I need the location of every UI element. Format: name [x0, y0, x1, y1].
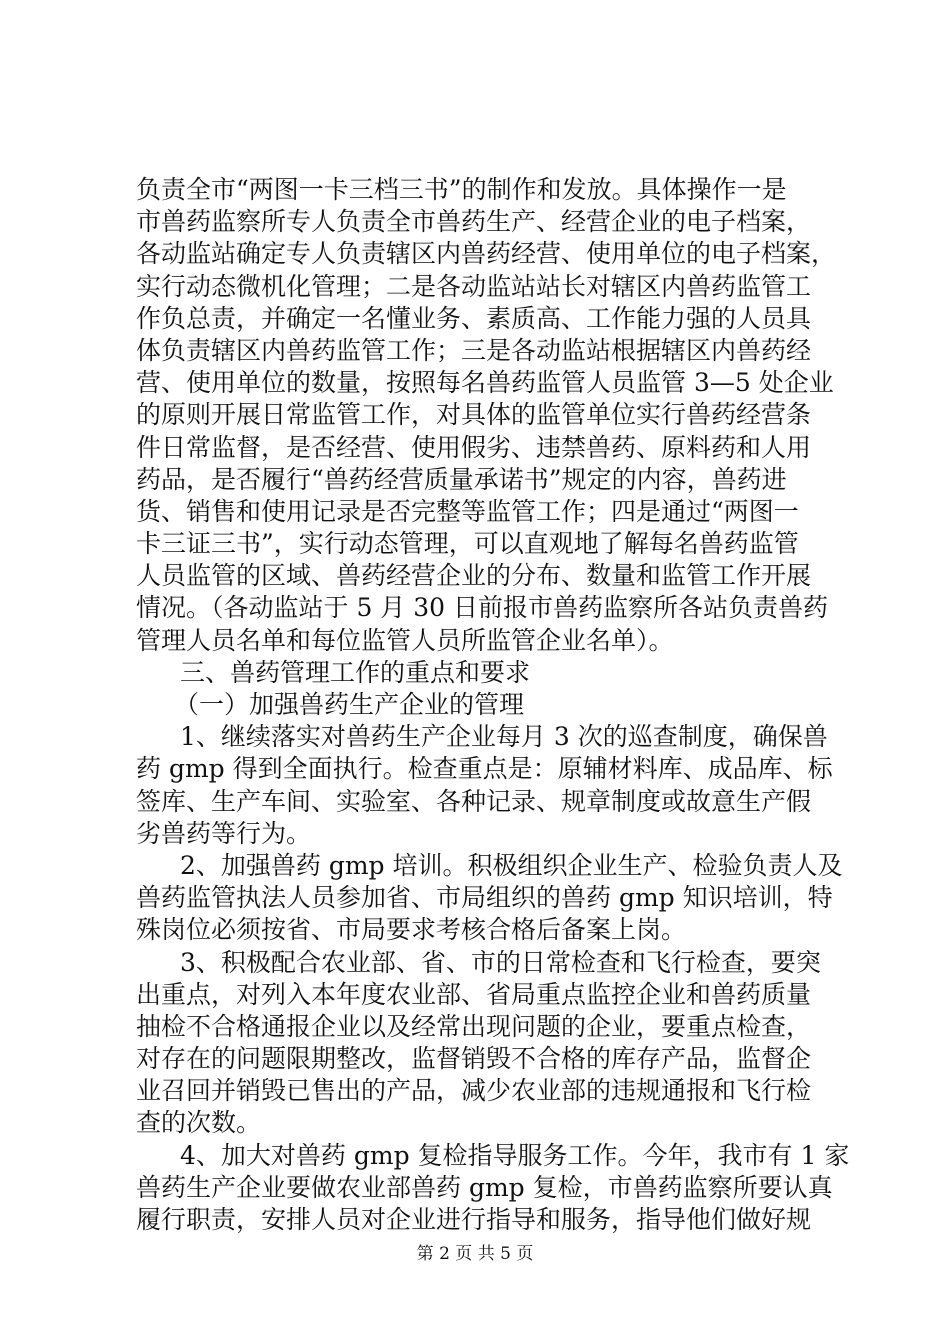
text-line: 情况。（各动监站于 5 月 30 日前报市兽药监察所各站负责兽药 — [136, 593, 829, 623]
text-line: 劣兽药等行为。 — [136, 818, 312, 848]
text-line: 货、销售和使用记录是否完整等监管工作；四是通过“两图一 — [136, 496, 799, 526]
paragraph-start: 1、继续落实对兽药生产企业每月 3 次的巡查制度，确保兽 — [180, 722, 828, 752]
text-line: 市兽药监察所专人负责全市兽药生产、经营企业的电子档案， — [136, 207, 812, 237]
section-heading: 三、兽药管理工作的重点和要求 — [180, 657, 531, 687]
text-line: 实行动态微机化管理；二是各动监站站长对辖区内兽药监管工 — [136, 271, 812, 301]
text-line: 兽药生产企业要做农业部兽药 gmp 复检，市兽药监察所要认真 — [136, 1172, 833, 1202]
page-footer: 第 2 页 共 5 页 — [416, 1244, 534, 1264]
paragraph-start: 4、加大对兽药 gmp 复检指导服务工作。今年，我市有 1 家 — [180, 1140, 850, 1170]
paragraph-start: 2、加强兽药 gmp 培训。积极组织企业生产、检验负责人及 — [180, 850, 843, 880]
text-line: 出重点，对列入本年度农业部、省局重点监控企业和兽药质量 — [136, 979, 812, 1009]
text-line: 营、使用单位的数量，按照每名兽药监管人员监管 3—5 处企业 — [136, 368, 834, 398]
text-line: 殊岗位必须按省、市局要求考核合格后备案上岗。 — [136, 915, 687, 945]
text-line: 业召回并销毁已售出的产品，减少农业部的违规通报和飞行检 — [136, 1076, 812, 1106]
text-line: 查的次数。 — [136, 1108, 262, 1138]
text-line: 签库、生产车间、实验室、各种记录、规章制度或故意生产假 — [136, 786, 812, 816]
text-line: 负责全市“两图一卡三档三书”的制作和发放。具体操作一是 — [136, 175, 787, 204]
text-line: 体负责辖区内兽药监管工作；三是各动监站根据辖区内兽药经 — [136, 335, 812, 365]
text-line: 兽药监管执法人员参加省、市局组织的兽药 gmp 知识培训，特 — [136, 883, 833, 913]
body-text — [136, 174, 850, 1236]
text-line: 作负总责，并确定一名懂业务、素质高、工作能力强的人员具 — [136, 303, 812, 333]
text-line: 履行职责，安排人员对企业进行指导和服务，指导他们做好规 — [136, 1205, 812, 1234]
text-line: 药 gmp 得到全面执行。检查重点是：原辅材料库、成品库、标 — [136, 754, 833, 784]
text-line: 对存在的问题限期整改，监督销毁不合格的库存产品，监督企 — [136, 1044, 812, 1074]
text-line: 的原则开展日常监管工作，对具体的监管单位实行兽药经营条 — [136, 400, 812, 430]
text-line: 件日常监督，是否经营、使用假劣、违禁兽药、原料药和人用 — [136, 432, 812, 462]
text-line: 药品，是否履行“兽药经营质量承诺书”规定的内容，兽药进 — [136, 464, 787, 494]
text-line: 卡三证三书”，实行动态管理，可以直观地了解每名兽药监管 — [136, 529, 799, 559]
paragraph-start: 3、积极配合农业部、省、市的日常检查和飞行检查，要突 — [180, 947, 821, 977]
text-line: 人员监管的区域、兽药经营企业的分布、数量和监管工作开展 — [136, 561, 812, 591]
text-line: 各动监站确定专人负责辖区内兽药经营、使用单位的电子档案， — [136, 239, 837, 269]
text-line: 抽检不合格通报企业以及经常出现问题的企业，要重点检查， — [136, 1011, 812, 1041]
subsection-heading: （一）加强兽药生产企业的管理 — [174, 690, 525, 719]
text-line: 管理人员名单和每位监管人员所监管企业名单）。 — [136, 625, 674, 655]
